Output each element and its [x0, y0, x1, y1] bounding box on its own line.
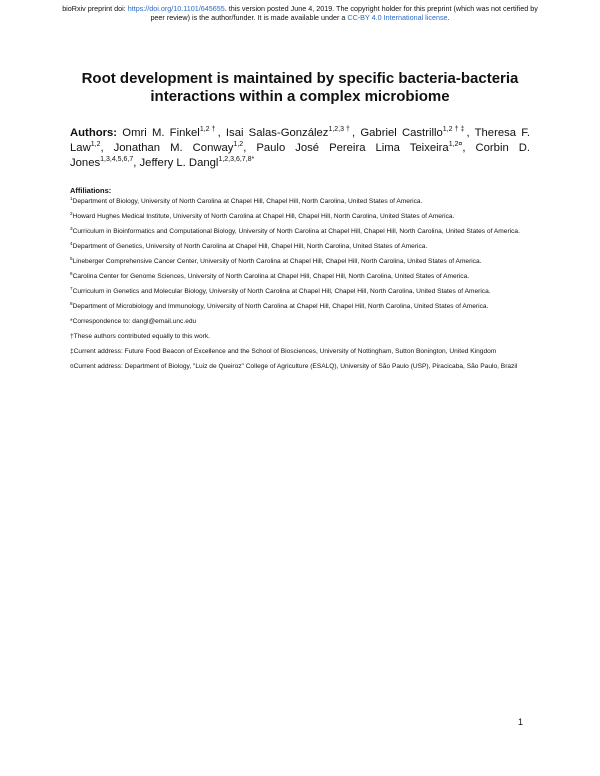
affiliation-item — [70, 225, 530, 237]
affiliation-text: Department of Genetics, University of North Carolina at Chapel Hill, Chapel Hill, North Carolina, United States of America. — [72, 242, 428, 250]
affiliation-item — [70, 240, 530, 252]
affiliation-number: 1 — [70, 195, 73, 201]
author-separator: , — [352, 127, 361, 139]
affiliation-item — [70, 210, 530, 222]
author-affiliation-marks: 1,3,4,5,6,7 — [100, 156, 134, 164]
author-name: Omri M. Finkel — [122, 127, 200, 139]
author-name: Theresa F. Law — [70, 127, 531, 154]
author-name: Gabriel Castrillo — [360, 127, 443, 139]
author-affiliation-marks: 1,2¤ — [448, 141, 463, 149]
author-affiliation-marks: 1,2,3† — [328, 126, 353, 134]
affiliation-number: 5 — [70, 255, 73, 261]
affiliation-item — [70, 285, 530, 297]
affiliation-text: Howard Hughes Medical Institute, University of North Carolina at Chapel Hill, Chapel Hill, North Carolina, United States of America. — [72, 212, 455, 220]
author-separator: , — [466, 127, 475, 139]
title-line-1: Root development is maintained by specific bacteria-bacteria — [81, 70, 519, 87]
affiliation-item — [70, 348, 530, 357]
affiliation-text: ¤Current address: Department of Biology, "Luiz de Queiroz" College of Agriculture (ESALQ), University of São Paulo (USP), Piracicaba, São Paulo, Brazil — [70, 362, 518, 370]
header-prefix: bioRxiv preprint doi: — [62, 4, 128, 13]
author-name: Corbin D. Jones — [70, 142, 531, 169]
affiliation-text: Carolina Center for Genome Sciences, University of North Carolina at Chapel Hill, Chapel Hill, North Carolina, United States of America. — [72, 272, 470, 280]
title-line-2: interactions within a complex microbiome — [150, 88, 450, 105]
author-separator: , — [243, 142, 257, 154]
affiliation-text: Department of Microbiology and Immunology, University of North Carolina at Chapel Hill, Chapel Hill, North Carolina, United States of America. — [72, 302, 489, 310]
affiliation-number: 3 — [70, 225, 73, 231]
affiliation-item — [70, 363, 530, 372]
affiliation-item — [70, 255, 530, 267]
affiliation-item — [70, 270, 530, 282]
affiliation-item — [70, 333, 530, 342]
doi-link[interactable]: https://doi.org/10.1101/645655 — [127, 4, 225, 13]
paper-title — [60, 70, 540, 106]
affiliation-number: 7 — [70, 285, 73, 291]
preprint-header — [60, 4, 540, 22]
author-name: Jonathan M. Conway — [113, 142, 234, 154]
license-link[interactable]: CC-BY 4.0 International license — [347, 13, 448, 22]
author-name: Jeffery L. Dangl — [139, 157, 219, 169]
author-affiliation-marks: 1,2†‡ — [442, 126, 467, 134]
author-affiliation-marks: 1,2 — [233, 141, 244, 149]
author-name: Paulo José Pereira Lima Teixeira — [256, 142, 449, 154]
affiliation-item — [70, 300, 530, 312]
affiliation-item — [70, 318, 530, 327]
author-affiliation-marks: 1,2† — [199, 126, 218, 134]
affiliation-number: 2 — [70, 210, 73, 216]
affiliation-text: Curriculum in Bioinformatics and Computational Biology, University of North Carolina at Chapel Hill, Chapel Hill, North Carolina, United States of America. — [72, 227, 520, 235]
author-affiliation-marks: 1,2 — [90, 141, 101, 149]
author-list — [70, 126, 530, 171]
author-affiliation-marks: 1,2,3,6,7,8* — [218, 156, 255, 164]
authors-label: Authors: — [70, 127, 118, 139]
author-separator: , — [462, 142, 476, 154]
affiliation-number: 6 — [70, 270, 73, 276]
affiliation-text: Lineberger Comprehensive Cancer Center, University of North Carolina at Chapel Hill, Chapel Hill, North Carolina, United States of America. — [72, 257, 482, 265]
affiliation-number: 4 — [70, 240, 73, 246]
author-separator: , — [133, 157, 140, 169]
affiliations-heading: Affiliations: — [70, 186, 112, 195]
affiliations-list — [70, 195, 530, 378]
page-number: 1 — [518, 717, 524, 727]
affiliation-text: *Correspondence to: dangl@email.unc.edu — [70, 317, 197, 325]
affiliation-item — [70, 195, 530, 207]
header-suffix: . — [447, 13, 450, 22]
author-separator: , — [100, 142, 114, 154]
affiliation-text: Curriculum in Genetics and Molecular Biology, University of North Carolina at Chapel Hill, Chapel Hill, North Carolina, United States of America. — [72, 287, 491, 295]
affiliation-text: †These authors contributed equally to this work. — [70, 332, 211, 340]
author-name: Isai Salas-González — [225, 127, 329, 139]
affiliation-text: Department of Biology, University of North Carolina at Chapel Hill, Chapel Hill, North Carolina, United States of America. — [72, 198, 423, 205]
affiliation-text: ‡Current address: Future Food Beacon of Excellence and the School of Biosciences, University of Nottingham, Sutton Bonington, United Kingdom — [70, 347, 497, 355]
author-separator: , — [217, 127, 226, 139]
header-mid: . this version posted June 4, 2019. The copyright holder for this preprint (which was not certified by peer review) is the author/funder. It is made available under a — [150, 4, 538, 22]
affiliation-number: 8 — [70, 300, 73, 306]
